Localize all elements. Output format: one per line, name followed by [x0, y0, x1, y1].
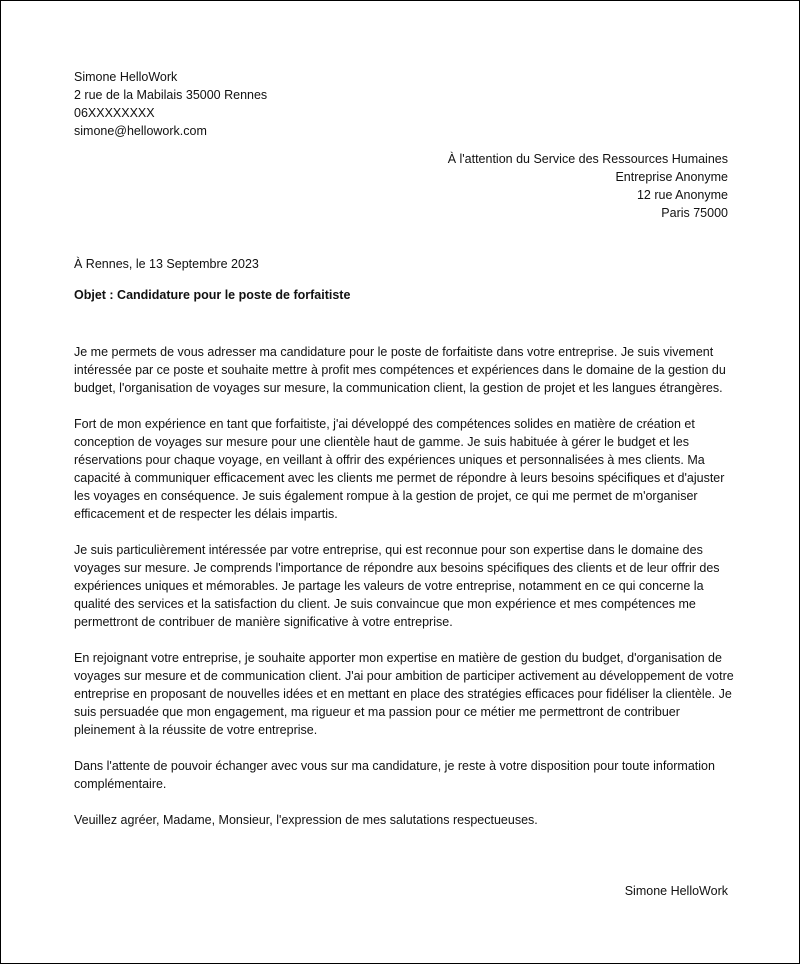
sender-address: 2 rue de la Mabilais 35000 Rennes: [74, 88, 268, 102]
body-paragraph: Je me permets de vous adresser ma candidature pour le poste de forfaitiste dans votre entreprise. Je suis vivement intéressée par ce poste et souhaite mettre à profit mes compétences et expériences dans le domaine de la gestion du budget, l'organisation de voyages sur mesure, la communication client, la gestion de projet et les langues étrangères.: [74, 345, 726, 395]
sender-name: Simone HelloWork: [74, 70, 178, 84]
letter-body: [74, 343, 734, 847]
body-paragraph: En rejoignant votre entreprise, je souhaite apporter mon expertise en matière de gestion du budget, d'organisation de voyages sur mesure et de communication client. J'ai pour ambition de participer activement au développement de votre entreprise en proposant de nouvelles idées et en mettant en place des stratégies efficaces pour fidéliser la clientèle. Je suis persuadée que mon engagement, ma rigueur et ma passion pour ce métier me permettront de contribuer pleinement à la réussite de votre entreprise.: [74, 651, 734, 737]
recipient-attention: À l'attention du Service des Ressources Humaines: [447, 152, 728, 166]
sender-email: simone@hellowork.com: [74, 124, 207, 138]
body-paragraph: Je suis particulièrement intéressée par votre entreprise, qui est reconnue pour son expertise dans le domaine des voyages sur mesure. Je comprends l'importance de répondre aux besoins spécifiques des clients et de leur offrir des expériences uniques et mémorables. Je partage les valeurs de votre entreprise, notamment en ce qui concerne la qualité des services et la satisfaction du client. Je suis convaincue que mon expérience et mes compétences me permettront de contribuer de manière significative à votre entreprise.: [74, 543, 720, 629]
sender-phone: 06XXXXXXXX: [74, 106, 155, 120]
body-paragraph: Fort de mon expérience en tant que forfaitiste, j'ai développé des compétences solides en matière de création et conception de voyages sur mesure pour une clientèle haut de gamme. Je suis habituée à gérer le budget et les réservations pour chaque voyage, en veillant à offrir des expériences uniques et personnalisées à mes clients. Ma capacité à communiquer efficacement avec les clients me permet de répondre à leurs besoins spécifiques et d'ajuster les voyages en conséquence. Je suis également rompue à la gestion de projet, ce qui me permet de m'organiser efficacement et de respecter les délais impartis.: [74, 417, 725, 521]
recipient-company: Entreprise Anonyme: [615, 170, 728, 184]
subject-line: Objet : Candidature pour le poste de forfaitiste: [74, 288, 351, 302]
date-line: À Rennes, le 13 Septembre 2023: [74, 257, 259, 271]
body-paragraph: Dans l'attente de pouvoir échanger avec vous sur ma candidature, je reste à votre disposition pour toute information complémentaire.: [74, 759, 715, 791]
recipient-street: 12 rue Anonyme: [636, 188, 728, 202]
sender-block: [74, 68, 267, 140]
recipient-city: Paris 75000: [661, 206, 728, 220]
signature: Simone HelloWork: [624, 884, 728, 898]
closing-paragraph: Veuillez agréer, Madame, Monsieur, l'expression de mes salutations respectueuses.: [74, 813, 538, 827]
recipient-block: [448, 150, 728, 222]
